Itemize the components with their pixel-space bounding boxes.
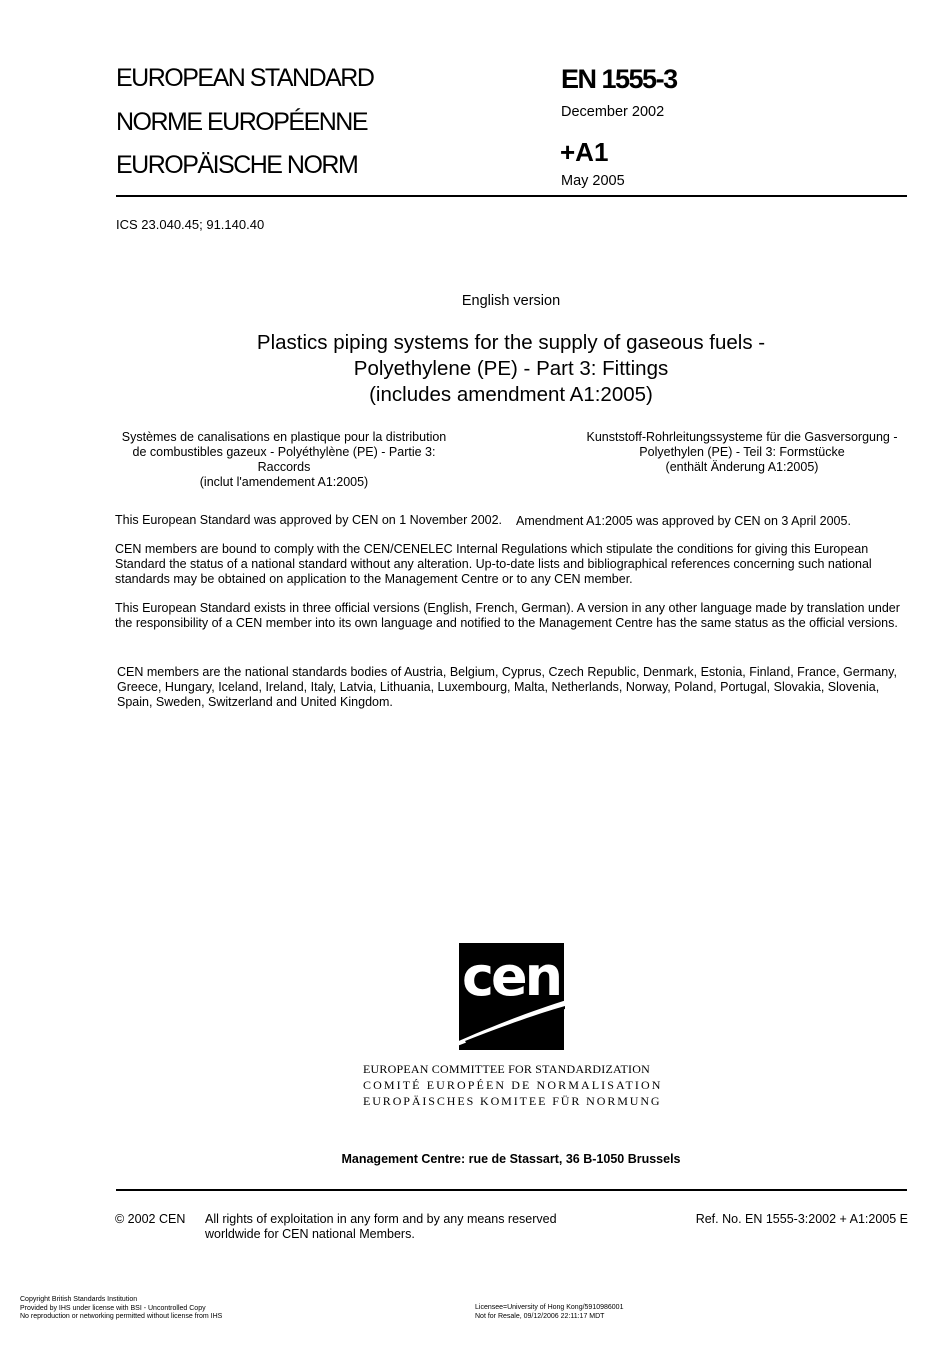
license-line: Not for Resale, 09/12/2006 22:11:17 MDT bbox=[475, 1312, 605, 1320]
french-title-line: (inclut l'amendement A1:2005) bbox=[199, 475, 369, 489]
cen-logo-text: cen bbox=[461, 945, 561, 1008]
cen-logo bbox=[445, 943, 577, 1050]
paragraph-versions: This European Standard exists in three official versions (English, French, German). A version in any other language made by translation under the responsibility of a CEN member into its own language and notified to the Management Centre has the same status as the official versions. bbox=[115, 601, 900, 630]
paragraph-members: CEN members are the national standards bodies of Austria, Belgium, Cyprus, Czech Republic, Denmark, Estonia, Finland, France, Germany, Greece, Hungary, Iceland, Ireland, Italy, Latvia, Lithuania, Luxembourg, Malta, Netherlands, Norway, Poland, Portugal, Slovakia, Slovenia, Spain, Sweden, Switzerland and United Kingdom. bbox=[117, 665, 897, 709]
standard-number: EN 1555-3 bbox=[561, 64, 677, 94]
header-divider bbox=[116, 195, 907, 197]
reference-number: Ref. No. EN 1555-3:2002 + A1:2005 E bbox=[695, 1212, 908, 1226]
approval-standard: This European Standard was approved by CEN on 1 November 2002. bbox=[115, 513, 503, 527]
title-line-1: Plastics piping systems for the supply of gaseous fuels - bbox=[256, 331, 766, 354]
license-line: No reproduction or networking permitted without license from IHS bbox=[20, 1313, 223, 1320]
amendment-label: +A1 bbox=[560, 137, 609, 167]
copyright: © 2002 CEN bbox=[115, 1212, 186, 1226]
rights-line: All rights of exploitation in any form and by any means reserved bbox=[205, 1212, 557, 1226]
german-title-line: (enthält Änderung A1:2005) bbox=[665, 460, 819, 474]
document-title bbox=[160, 330, 862, 408]
license-line: Licensee=University of Hong Kong/5910986001 bbox=[475, 1304, 624, 1311]
committee-name-en: EUROPEAN COMMITTEE FOR STANDARDIZATION bbox=[363, 1062, 650, 1076]
license-right bbox=[475, 1304, 623, 1321]
footer-divider bbox=[116, 1189, 907, 1191]
committee-name-de: EUROPÄISCHES KOMITEE FÜR NORMUNG bbox=[363, 1094, 662, 1108]
title-line-2: Polyethylene (PE) - Part 3: Fittings bbox=[353, 357, 669, 380]
license-left bbox=[20, 1296, 222, 1322]
standard-title-de: EUROPÄISCHE NORM bbox=[116, 151, 358, 179]
standard-title-en: EUROPEAN STANDARD bbox=[116, 64, 374, 92]
amendment-date: May 2005 bbox=[561, 173, 625, 189]
rights-statement bbox=[205, 1212, 557, 1242]
french-title-line: de combustibles gazeux - Polyéthylène (PE) - Partie 3: bbox=[132, 445, 436, 459]
management-centre: Management Centre: rue de Stassart, 36 B-1050 Brussels bbox=[341, 1152, 681, 1166]
approval-amendment: Amendment A1:2005 was approved by CEN on 3 April 2005. bbox=[516, 514, 851, 528]
paragraph-regulations: CEN members are bound to comply with the CEN/CENELEC Internal Regulations which stipulate the conditions for giving this European Standard the status of a national standard without any alteration. Up-to-date lists and bibliographical references concerning such national standards may be obtained on application to the Management Centre or to any CEN member. bbox=[115, 542, 872, 586]
title-line-3: (includes amendment A1:2005) bbox=[369, 383, 653, 406]
german-title-line: Polyethylen (PE) - Teil 3: Formstücke bbox=[639, 445, 845, 459]
german-title bbox=[566, 430, 918, 475]
german-title-line: Kunststoff-Rohrleitungssysteme für die Gasversorgung - bbox=[586, 430, 898, 444]
french-title bbox=[108, 430, 460, 490]
license-line: Copyright British Standards Institution bbox=[20, 1296, 138, 1303]
committee-name-fr: COMITÉ EUROPÉEN DE NORMALISATION bbox=[363, 1078, 663, 1092]
standard-title-fr: NORME EUROPÉENNE bbox=[116, 108, 368, 136]
standard-date: December 2002 bbox=[561, 104, 665, 120]
cen-logo-graphic bbox=[445, 943, 577, 1050]
version-label: English version bbox=[461, 293, 561, 309]
french-title-line: Systèmes de canalisations en plastique pour la distribution bbox=[121, 430, 447, 444]
license-line: Provided by IHS under license with BSI - Uncontrolled Copy bbox=[20, 1304, 206, 1312]
rights-line: worldwide for CEN national Members. bbox=[205, 1227, 415, 1241]
ics-code: ICS 23.040.45; 91.140.40 bbox=[116, 217, 265, 232]
french-title-line: Raccords bbox=[257, 460, 311, 474]
